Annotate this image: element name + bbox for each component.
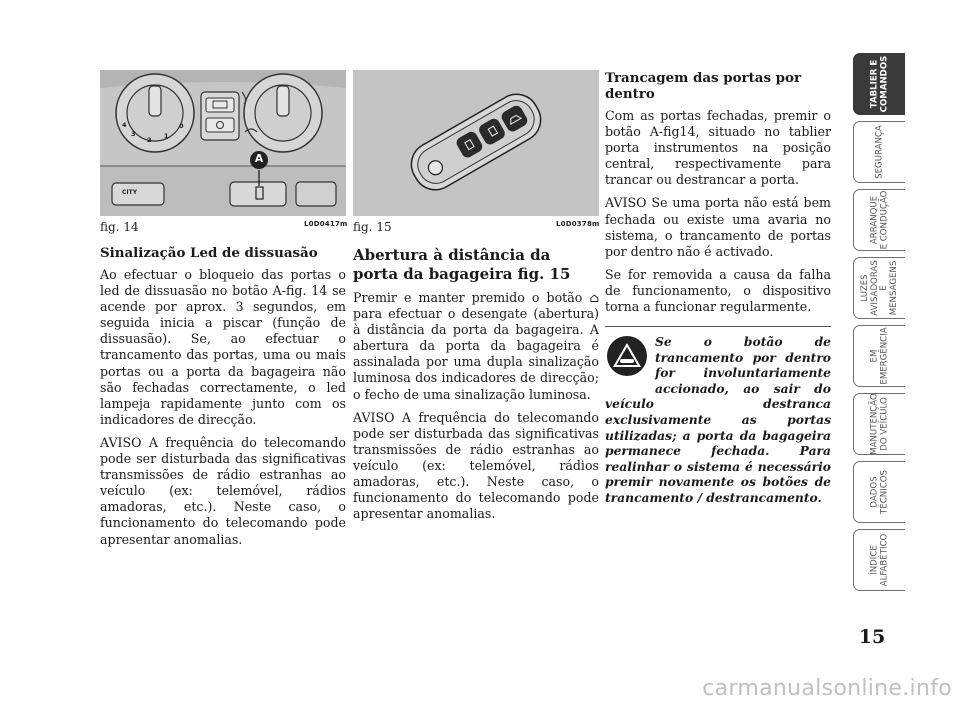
tab-seguranca[interactable] [853, 121, 905, 183]
figure-15-code: L0D0378m [556, 220, 600, 228]
inner-lock-heading: Trancagem das portas por dentro [605, 70, 802, 102]
figure-14-caption: fig. 14 [100, 220, 139, 234]
dial-number-3: 3 [131, 130, 136, 138]
figure-15 [353, 70, 599, 216]
tab-luzes-avisadoras[interactable] [853, 257, 905, 319]
tab-label: ÍNDICE ALFABÉTICO [869, 533, 889, 587]
tab-label: TABLIER E COMANDOS [869, 55, 889, 113]
tab-label: ARRANQUE E CONDUÇÃO [869, 190, 889, 250]
warning-message: Se o botão de trancamento por dentro for involuntariamente accionado, ao sair do veículo destranca exclusivamente as portas utilizadas; a porta da bagageira permanece fechada. Para realinhar o sistema é necessário premir novamente os botões de trancamento / destrancamento. [605, 334, 831, 505]
led-paragraph: Ao efectuar o bloqueio das portas o led de dissuasão no botão A-fig. 14 se acende por aprox. 3 segundos, em seguida inicia a piscar (função de dissuasão). Se, ao efectuar o trancamento das portas, uma ou mais portas ou a porta da bagageira não são fechadas correctamente, o led lampeja rapidamente junto com os indicadores de direcção. [100, 267, 346, 427]
dial-number-4: 4 [122, 121, 127, 129]
warning-text [605, 334, 831, 506]
page-number: 15 [858, 626, 886, 648]
tab-manutencao[interactable] [853, 393, 905, 455]
tab-label: DADOS TÉCNICOS [869, 470, 889, 514]
tab-arranque-conducao[interactable] [853, 189, 905, 251]
tailgate-heading: Abertura à distância da porta da bagageira fig. 15 [353, 246, 571, 283]
dial-number-0: 0 [179, 122, 184, 130]
dial-number-2: 2 [147, 136, 152, 144]
tab-em-emergencia[interactable] [853, 325, 905, 387]
remote-key-illustration [353, 70, 599, 216]
tab-label: LUZES AVISADORAS E MENSAGENS [859, 260, 898, 316]
dial-number-1: 1 [164, 132, 169, 140]
warning-rule [605, 326, 831, 327]
tab-label: EM EMERGÊNCIA [869, 327, 889, 385]
city-button-label: CITY [122, 189, 138, 196]
tailgate-paragraph: Premir e manter premido o botão ⌂ para efectuar o desengate (abertura) à distância da porta da bagageira. A abertura da porta da bagageira é assinalada por uma dupla sinalização luminosa dos indicadores de direcção; o fecho de uma sinalização luminosa. [353, 290, 599, 402]
footer-watermark: carmanualsonline.info [702, 676, 952, 701]
tab-indice-alfabetico[interactable] [853, 529, 905, 591]
figure-14 [100, 70, 346, 216]
inner-lock-restore-paragraph: Se for removida a causa da falha de funcionamento, o dispositivo torna a funcionar regularmente. [605, 266, 831, 315]
warning-icon-spacer [605, 334, 655, 394]
tab-label: MANUTENÇÃO DO VEÍCULO [869, 393, 889, 455]
tab-tablier-comandos[interactable] [853, 53, 905, 115]
column-2 [353, 246, 599, 529]
callout-label-a: A [254, 152, 264, 165]
tailgate-notice-paragraph: AVISO A frequência do telecomando pode ser disturbada das significativas transmissões de rádio estranhas ao veículo (ex: telemóvel, rádios amadoras, etc.). Neste caso, o funcionamento do telecomando pode apresentar anomalias. [353, 409, 599, 522]
figure-14-code: L0D0417m [304, 220, 348, 228]
column-3 [605, 70, 831, 322]
led-notice-paragraph: AVISO A frequência do telecomando pode ser disturbada das significativas transmissões de rádio estranhas ao veículo (ex: telemóvel, rádios amadoras, etc.). Neste caso, o funcionamento do telecomando pode apresentar anomalias. [100, 434, 346, 547]
tab-dados-tecnicos[interactable] [853, 461, 905, 523]
led-heading: Sinalização Led de dissuasão [100, 245, 318, 261]
inner-lock-notice-paragraph: AVISO Se uma porta não está bem fechada ou existe uma avaria no sistema, o trancamento de portas por dentro não é activado. [605, 195, 831, 259]
tab-label: SEGURANÇA [873, 125, 884, 179]
column-1 [100, 245, 346, 555]
figure-15-caption: fig. 15 [353, 220, 392, 234]
inner-lock-paragraph: Com as portas fechadas, premir o botão A-fig14, situado no tablier porta instrumentos na posição central, respectivamente para trancar ou destrancar a porta. [605, 108, 831, 188]
